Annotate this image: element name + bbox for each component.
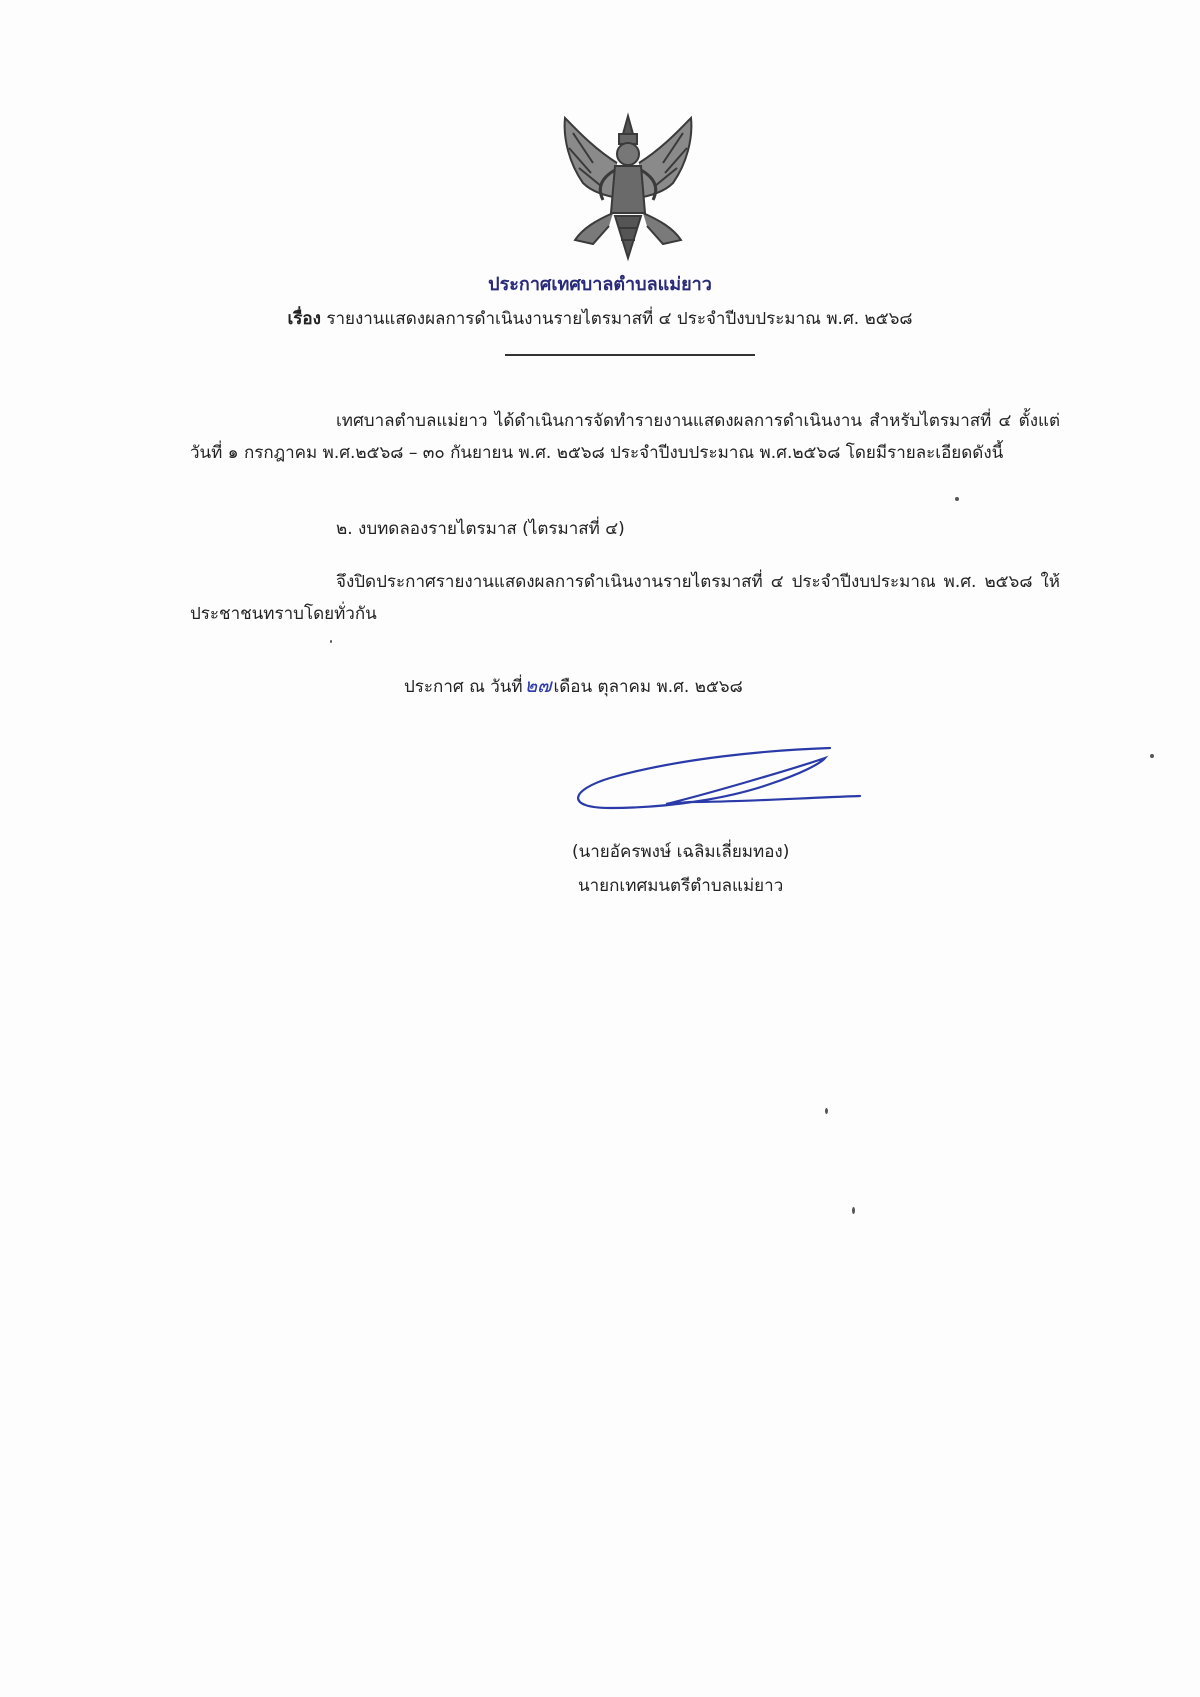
signature-mark <box>570 740 870 820</box>
list-item-2: ๒. งบทดลองรายไตรมาส (ไตรมาสที่ ๔) <box>336 519 625 539</box>
scan-speck <box>852 1207 855 1214</box>
garuda-emblem <box>553 108 703 263</box>
title-underline <box>505 354 755 356</box>
scan-speck <box>330 640 332 643</box>
announcement-date <box>404 670 743 703</box>
scan-speck <box>955 497 959 501</box>
subject-label: เรื่อง <box>287 309 321 329</box>
scan-speck <box>825 1108 828 1114</box>
announcement-title: ประกาศเทศบาลตำบลแม่ยาว <box>488 274 712 295</box>
signatory-position: นายกเทศมนตรีตำบลแม่ยาว <box>578 876 784 896</box>
handwritten-day: ๒๗ <box>524 675 552 697</box>
paragraph-2: จึงปิดประกาศรายงานแสดงผลการดำเนินงานรายไตรมาสที่ ๔ ประจำปีงบประมาณ พ.ศ. ๒๕๖๘ ให้ประชาชนทราบโดยทั่วกัน <box>190 572 1060 624</box>
subject-text: รายงานแสดงผลการดำเนินงานรายไตรมาสที่ ๔ ประจำปีงบประมาณ พ.ศ. ๒๕๖๘ <box>326 309 913 329</box>
date-prefix: ประกาศ ณ วันที่ <box>404 677 523 697</box>
signatory-name: (นายอัครพงษ์ เฉลิมเลี่ยมทอง) <box>572 842 790 862</box>
date-suffix: เดือน ตุลาคม พ.ศ. ๒๕๖๘ <box>553 677 743 697</box>
announcement-subject <box>0 306 1200 332</box>
paragraph-1: เทศบาลตำบลแม่ยาว ได้ดำเนินการจัดทำรายงานแสดงผลการดำเนินงาน สำหรับไตรมาสที่ ๔ ตั้งแต่วันที่ ๑ กรกฎาคม พ.ศ.๒๕๖๘ – ๓๐ กันยายน พ.ศ. ๒๕๖๘ ประจำปีงบประมาณ พ.ศ.๒๕๖๘ โดยมีรายละเอียดดังนี้ <box>190 411 1060 463</box>
scan-speck <box>1150 754 1154 758</box>
